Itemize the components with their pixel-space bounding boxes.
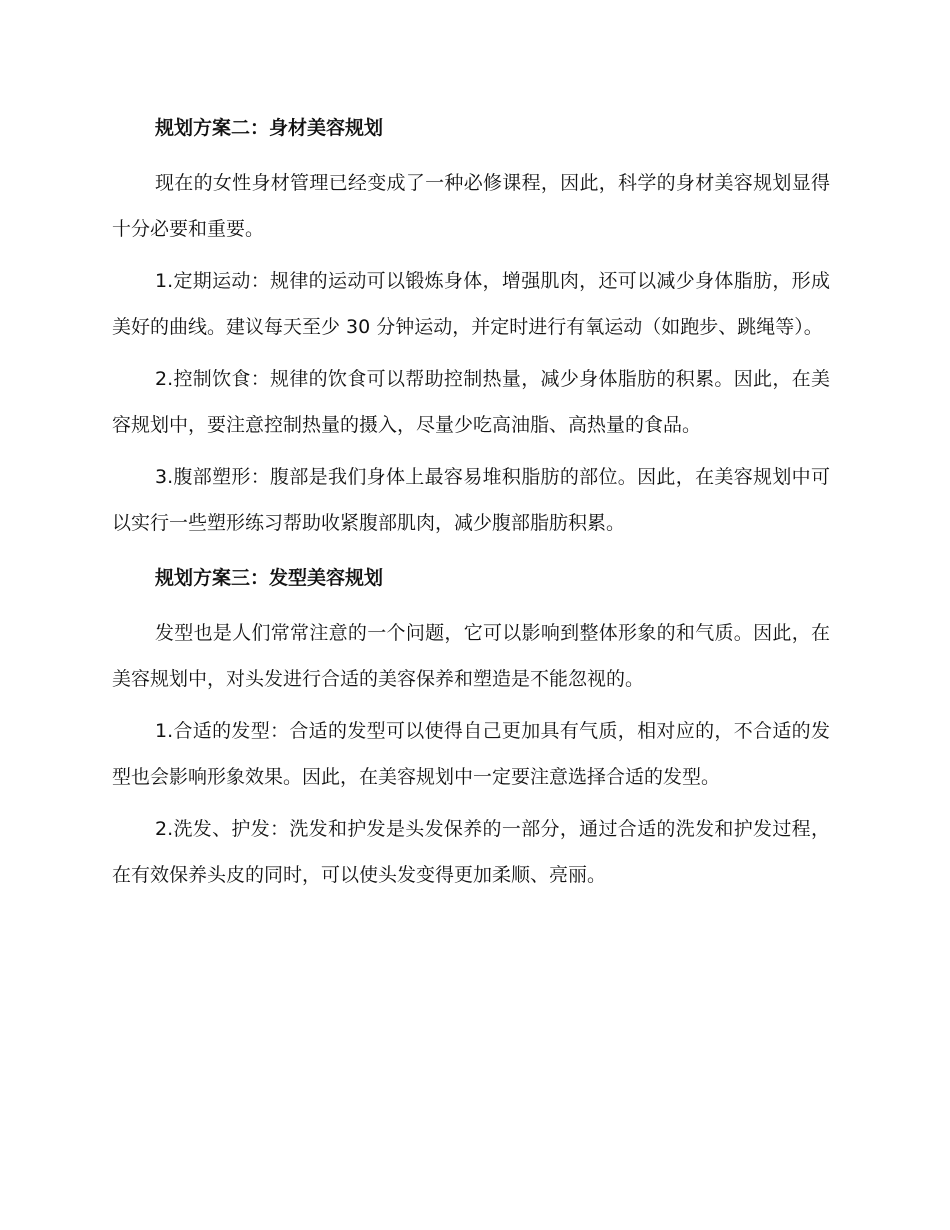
paragraph: 1.定期运动：规律的运动可以锻炼身体，增强肌肉，还可以减少身体脂肪，形成美好的曲线。建议每天至少 30 分钟运动，并定时进行有氧运动（如跑步、跳绳等）。 xyxy=(112,270,830,338)
paragraph: 3.腹部塑形：腹部是我们身体上最容易堆积脂肪的部位。因此，在美容规划中可以实行一些塑形练习帮助收紧腹部肌肉，减少腹部脂肪积累。 xyxy=(112,466,830,534)
paragraph: 现在的女性身材管理已经变成了一种必修课程，因此，科学的身材美容规划显得十分必要和重要。 xyxy=(112,172,830,240)
section-heading: 规划方案三：发型美容规划 xyxy=(155,567,384,589)
section-hair-beauty xyxy=(112,560,830,898)
paragraph: 1.合适的发型：合适的发型可以使得自己更加具有气质，相对应的，不合适的发型也会影响形象效果。因此，在美容规划中一定要注意选择合适的发型。 xyxy=(112,720,830,788)
paragraph: 发型也是人们常常注意的一个问题，它可以影响到整体形象的和气质。因此，在美容规划中，对头发进行合适的美容保养和塑造是不能忽视的。 xyxy=(112,622,830,690)
section-heading: 规划方案二：身材美容规划 xyxy=(155,117,384,139)
paragraph: 2.洗发、护发：洗发和护发是头发保养的一部分，通过合适的洗发和护发过程，在有效保养头皮的同时，可以使头发变得更加柔顺、亮丽。 xyxy=(112,818,830,886)
document-body xyxy=(112,110,830,904)
paragraph: 2.控制饮食：规律的饮食可以帮助控制热量，减少身体脂肪的积累。因此，在美容规划中，要注意控制热量的摄入，尽量少吃高油脂、高热量的食品。 xyxy=(112,368,830,436)
section-body-beauty xyxy=(112,110,830,546)
